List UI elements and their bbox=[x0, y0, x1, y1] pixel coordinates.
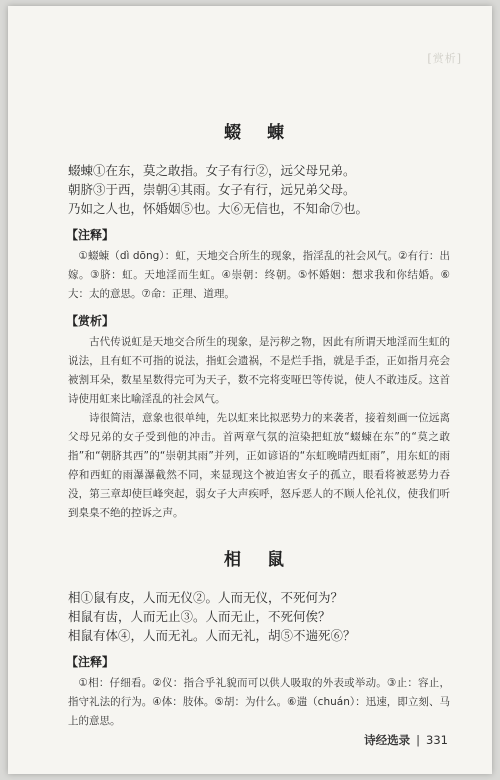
book-page bbox=[8, 6, 492, 774]
poem1-text bbox=[68, 161, 450, 218]
poem2-title: 相 鼠 bbox=[224, 550, 294, 570]
poem1-appreciation-para: 古代传说虹是天地交合所生的现象，是污秽之物，因此有所谓天地淫而生虹的说法，且有虹不可指的说法，指虹会遗祸，不是烂手指，就是手歪，正如指月亮会被割耳朵，数星星数得完可为天子，数不完将变哑巴等传说，使人不敢违反。这首诗使用虹来比喻淫乱的社会风气。 bbox=[68, 336, 450, 405]
poem1-notes: ①蝃蝀（dì dōng）：虹，天地交合所生的现象，指淫乱的社会风气。②有行：出嫁。③脐：虹。天地淫而生虹。④崇朝：终朝。⑤怀婚姻：想求我和你结婚。⑥大：太的意思。⑦命：正理、道理。 bbox=[68, 250, 450, 300]
footer-separator: | bbox=[416, 733, 421, 747]
poem2-notes: ①相：仔细看。②仪：指合乎礼貌而可以供人吸取的外表或举动。③止：容止，指守礼法的行为。④体：肢体。⑤胡：为什么。⑥遄（chuán）：迅速，即立刻、马上的意思。 bbox=[68, 677, 450, 727]
poem1-appreciation-heading: 【赏析】 bbox=[66, 314, 115, 328]
poem1-notes-heading: 【注释】 bbox=[66, 228, 115, 242]
poem1-title: 蝃 蝀 bbox=[224, 123, 294, 143]
bleed-through-text: [赏析] bbox=[427, 52, 462, 65]
book-title: 诗经选录 bbox=[364, 733, 411, 747]
poem1-line: 朝脐③于西，崇朝④其雨。女子有行，远兄弟父母。 bbox=[68, 182, 356, 197]
page-number: 331 bbox=[426, 733, 448, 747]
poem1-appreciation-para: 诗很简洁，意象也很单纯，先以虹来比拟恶势力的来袭者，接着刻画一位远离父母兄弟的女子受到他的冲击。首两章气氛的渲染把虹放“蝃蝀在东”的“莫之敢指”和“朝脐其西”的“崇朝其雨”并列，正如谚语的“东虹晚晴西虹雨”，用东虹的雨停和西虹的雨瀑瀑截然不同，来显现这个被迫害女子的孤立，眼看将被恶势力吞没，第三章却使巨峰突起，弱女子大声疾呼，怒斥恶人的不顾人伦礼仪，使我们听到臬臬不绝的控诉之声。 bbox=[68, 412, 450, 519]
poem1-line: 蝃蝀①在东，莫之敢指。女子有行②，远父母兄弟。 bbox=[68, 163, 356, 178]
poem2-line: 相鼠有体④，人而无礼。人而无礼，胡⑤不遄死⑥？ bbox=[68, 628, 356, 643]
page-footer bbox=[364, 732, 448, 748]
poem2-notes-heading: 【注释】 bbox=[66, 655, 115, 669]
poem2-line: 相①鼠有皮，人而无仪②。人而无仪，不死何为？ bbox=[68, 590, 344, 605]
poem2-text bbox=[68, 588, 450, 645]
poem2-line: 相鼠有齿，人而无止③。人而无止，不死何俟？ bbox=[68, 609, 331, 624]
page-content bbox=[68, 118, 450, 731]
poem1-line: 乃如之人也，怀婚姻⑤也。大⑥无信也，不知命⑦也。 bbox=[68, 201, 369, 216]
